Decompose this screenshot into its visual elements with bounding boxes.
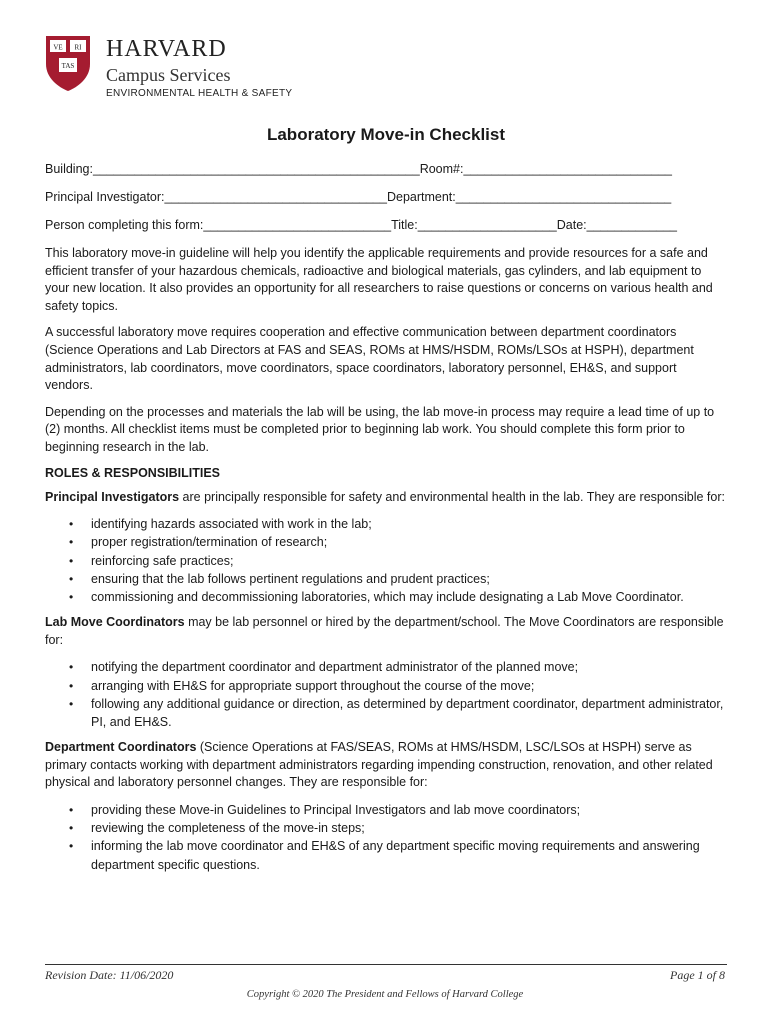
- bullet-icon: •: [69, 535, 74, 550]
- page-number: Page 1 of 8: [670, 968, 725, 982]
- list-item: [69, 570, 727, 588]
- bullet-icon: •: [69, 839, 74, 854]
- list-item-text: following any additional guidance or direction, as determined by department coordinator, department administrator, PI, and EH&S.: [91, 696, 724, 729]
- revision-date: Revision Date: 11/06/2020: [45, 968, 174, 982]
- list-item-text: informing the lab move coordinator and EH&S of any department specific moving requirements and answering department specific questions.: [91, 839, 700, 872]
- footer-divider: [45, 964, 727, 965]
- bullet-icon: •: [69, 678, 74, 693]
- list-item: [69, 658, 727, 676]
- role-list: [45, 515, 727, 606]
- list-item: [69, 837, 727, 873]
- harvard-logo-header: [44, 34, 364, 104]
- list-item: [69, 515, 727, 533]
- role-text: (Science Operations at FAS/SEAS, ROMs at HMS/HSDM, LSC/LSOs at HSPH) serve as primary contacts working with department administrators regarding impending construction, renovation, and other related physical and laboratory personnel changes. They are responsible for:: [45, 740, 713, 790]
- role-text: may be lab personnel or hired by the department/school. The Move Coordinators are responsible for:: [45, 615, 724, 647]
- list-item: [69, 695, 727, 731]
- list-item-text: commissioning and decommissioning laboratories, which may include designating a Lab Move Coordinator.: [91, 589, 684, 604]
- person-title-date-field[interactable]: Person completing this form:___________________________Title:____________________Date:_____________: [45, 218, 678, 232]
- roles-heading: ROLES & RESPONSIBILITIES: [45, 465, 221, 480]
- bullet-icon: •: [69, 571, 74, 586]
- intro-paragraph: This laboratory move-in guideline will help you identify the applicable requirements and provide resources for a safe and efficient transfer of your hazardous chemicals, radioactive and biological materials, gas cylinders, and lab equipment to your new location. It also provides an opportunity for all researchers to raise questions or concerns on various health and safety topics.: [45, 246, 713, 313]
- bullet-icon: •: [69, 660, 74, 675]
- list-item-text: reinforcing safe practices;: [91, 553, 234, 568]
- role-list: [45, 658, 727, 731]
- list-item: [69, 533, 727, 551]
- list-item: [69, 677, 727, 695]
- list-item: [69, 801, 727, 819]
- brand-department: ENVIRONMENTAL HEALTH & SAFETY: [106, 88, 293, 99]
- bullet-icon: •: [69, 802, 74, 817]
- shield-text-tas: TAS: [61, 62, 75, 70]
- list-item-text: arranging with EH&S for appropriate support throughout the course of the move;: [91, 678, 535, 693]
- list-item-text: ensuring that the lab follows pertinent regulations and prudent practices;: [91, 571, 490, 586]
- list-item: [69, 819, 727, 837]
- list-item: [69, 588, 727, 606]
- bullet-icon: •: [69, 553, 74, 568]
- intro-paragraph: A successful laboratory move requires cooperation and effective communication between department coordinators (Science Operations and Lab Directors at FAS and SEAS, ROMs at HMS/HSDM, ROMs/LSOs at HSPH), department administrators, lab coordinators, move coordinators, space coordinators, laboratory personnel, EH&S, and support vendors.: [45, 325, 694, 393]
- list-item-text: identifying hazards associated with work in the lab;: [91, 517, 372, 532]
- role-paragraph: [45, 614, 727, 649]
- list-item-text: providing these Move-in Guidelines to Principal Investigators and lab move coordinators;: [91, 802, 581, 817]
- copyright-notice: Copyright © 2020 The President and Fellows of Harvard College: [246, 989, 524, 1000]
- harvard-shield-icon: [44, 34, 92, 92]
- bullet-icon: •: [69, 696, 74, 711]
- role-name: Principal Investigators: [45, 489, 180, 504]
- role-name: Department Coordinators: [45, 740, 197, 755]
- list-item-text: proper registration/termination of research;: [91, 535, 328, 550]
- brand-name: HARVARD: [106, 36, 227, 62]
- brand-block: [106, 36, 230, 86]
- shield-text-ri: RI: [74, 43, 82, 52]
- brand-subtitle: Campus Services: [106, 65, 231, 85]
- bullet-icon: •: [69, 821, 74, 836]
- building-room-field[interactable]: Building:_______________________________________________Room#:______________________________: [45, 162, 673, 176]
- bullet-icon: •: [69, 517, 74, 532]
- role-paragraph: [45, 739, 727, 792]
- role-paragraph: [45, 489, 727, 507]
- role-list: [45, 801, 727, 874]
- role-name: Lab Move Coordinators: [45, 615, 185, 630]
- document-title: Laboratory Move-in Checklist: [266, 125, 506, 144]
- list-item: [69, 552, 727, 570]
- shield-text-ve: VE: [53, 43, 63, 52]
- document-body: [45, 124, 727, 882]
- bullet-icon: •: [69, 589, 74, 604]
- list-item-text: reviewing the completeness of the move-in steps;: [91, 821, 365, 836]
- investigator-department-field[interactable]: Principal Investigator:________________________________Department:_______________________________: [45, 190, 672, 204]
- list-item-text: notifying the department coordinator and department administrator of the planned move;: [91, 660, 579, 675]
- intro-paragraph: Depending on the processes and materials the lab will be using, the lab move-in process may require a lead time of up to (2) months. All checklist items must be completed prior to beginning lab work. You should complete this form prior to beginning research in the lab.: [45, 404, 715, 454]
- role-text: are principally responsible for safety and environmental health in the lab. They are responsible for:: [179, 489, 725, 504]
